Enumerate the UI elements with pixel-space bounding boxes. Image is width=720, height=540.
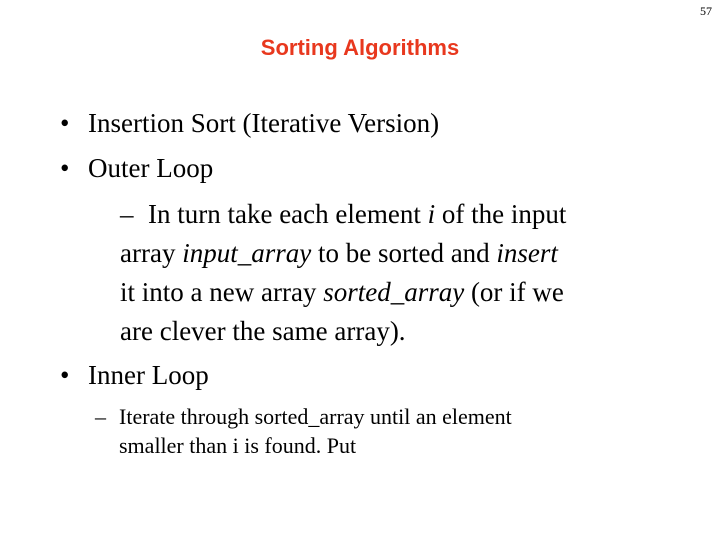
outer-loop-line-3: it into a new array sorted_array (or if we <box>120 277 564 307</box>
sub-dash-marker: – <box>95 404 106 429</box>
outer-loop-line-1: In turn take each element i of the input <box>148 199 567 229</box>
outer-loop-line-4: are clever the same array). <box>120 316 406 346</box>
bullet-marker: • <box>60 360 70 390</box>
slide-title: Sorting Algorithms <box>260 35 460 60</box>
outer-loop-line-2: array input_array to be sorted and insert <box>120 238 558 268</box>
inner-loop-line-1: Iterate through sorted_array until an element <box>119 404 512 429</box>
bullet-inner-loop: Inner Loop <box>88 360 209 390</box>
bullet-marker: • <box>60 153 70 183</box>
bullet-marker: • <box>60 108 70 138</box>
page-number: 57 <box>700 4 712 18</box>
bullet-insertion-sort: Insertion Sort (Iterative Version) <box>88 108 440 138</box>
inner-loop-line-2: smaller than i is found. Put <box>119 433 357 458</box>
sub-dash-marker: – <box>120 199 134 229</box>
bullet-outer-loop: Outer Loop <box>88 153 214 183</box>
